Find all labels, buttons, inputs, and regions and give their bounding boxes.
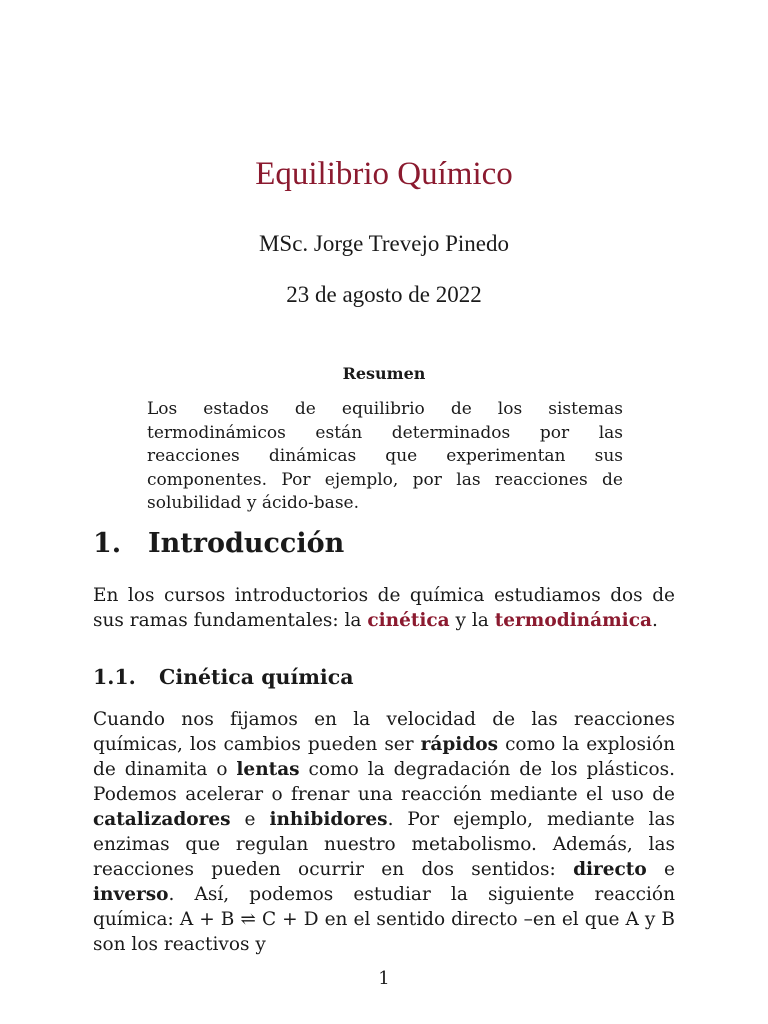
document-author: MSc. Jorge Trevejo Pinedo [258, 231, 510, 256]
kinetics-text-4: e [230, 809, 270, 830]
kinetics-text-8: en el sentido directo –en el que A y B son los reactivos y [93, 909, 675, 955]
intro-text-1: En los cursos introductorios de química estudiamos dos de sus ramas fundamentales: la [93, 585, 675, 631]
keyword-catalizadores: catalizadores [93, 809, 231, 830]
keyword-rapidos: rápidos [420, 734, 499, 755]
keyword-inverso: inverso [93, 884, 169, 905]
keyword-directo: directo [573, 859, 647, 880]
document-title: Equilibrio Químico [255, 156, 513, 192]
subsection-heading [93, 665, 693, 689]
document-date: 23 de agosto de 2022 [286, 282, 482, 307]
equilibrium-arrow: ⇌ [240, 909, 256, 930]
abstract-heading: Resumen [342, 364, 426, 383]
kinetics-text-2: como la explosión de dinamita o [93, 734, 675, 780]
equation-left: A + B [179, 909, 235, 930]
keyword-lentas: lentas [236, 759, 300, 780]
kinetics-text-5: . Por ejemplo, mediante las enzimas que regulan nuestro metabolismo. Además, las reacciones pueden ocurrir en dos sentidos: [93, 809, 675, 880]
section-number: 1. [93, 528, 122, 559]
equation-right: C + D [261, 909, 319, 930]
intro-text-2: y la [449, 610, 495, 631]
abstract-text: Los estados de equilibrio de los sistemas termodinámicos están determinados por las reacciones dinámicas que experimentan sus componentes. Por ejemplo, por las reacciones de solubilidad y ácido-base. [147, 399, 623, 513]
kinetics-text-6: e [646, 859, 675, 880]
intro-paragraph [93, 583, 675, 633]
subsection-title: Cinética química [159, 665, 354, 689]
kinetics-text-1: Cuando nos fijamos en la velocidad de las reacciones químicas, los cambios pueden ser [93, 709, 675, 755]
section-heading [93, 528, 693, 559]
section-title: Introducción [148, 528, 345, 559]
subsection-number: 1.1. [93, 665, 136, 689]
kinetics-text-3: como la degradación de los plásticos. Podemos acelerar o frenar una reacción mediante el uso de [93, 759, 675, 805]
keyword-inhibidores: inhibidores [269, 809, 388, 830]
keyword-termodinamica: termodinámica [494, 610, 652, 631]
intro-text-3: . [651, 610, 658, 631]
kinetics-text-7: . Así, podemos estudiar la siguiente reacción química: [93, 884, 675, 930]
kinetics-paragraph [93, 707, 675, 957]
keyword-cinetica: cinética [367, 610, 450, 631]
page-number: 1 [378, 968, 390, 989]
